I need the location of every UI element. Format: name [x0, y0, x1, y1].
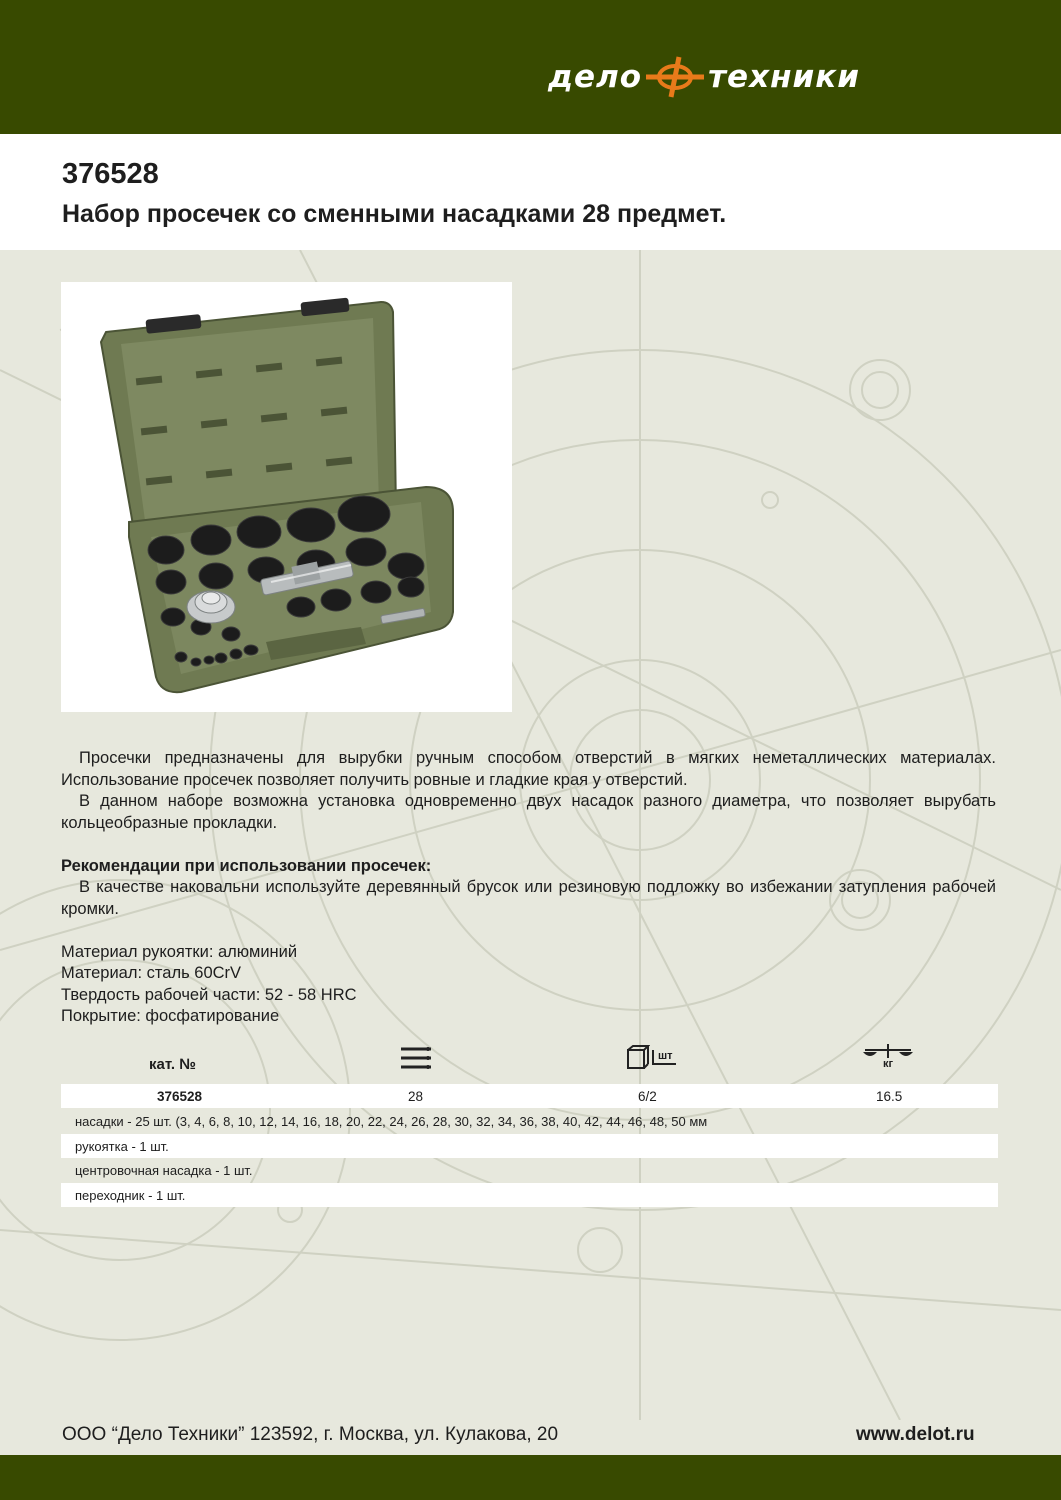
contents-row	[61, 1109, 998, 1133]
row-pack-qty: 6/2	[638, 1089, 657, 1104]
package-icon-group	[626, 1044, 676, 1070]
row-catalog-number: 376528	[157, 1089, 203, 1104]
description	[61, 748, 996, 1028]
spec-line: Покрытие: фосфатирование	[61, 1007, 280, 1025]
logo-cross-icon	[646, 55, 704, 99]
header-catalog-number: кат. №	[149, 1056, 196, 1073]
spec-line: Материал: сталь 60CrV	[61, 964, 242, 982]
items-count-icon	[399, 1044, 433, 1072]
contents-row	[61, 1183, 998, 1207]
kg-unit-label: кг	[882, 1058, 894, 1070]
weight-icon-group	[861, 1044, 915, 1070]
brand-logo[interactable]	[548, 52, 860, 102]
footer-bar	[0, 1455, 1061, 1500]
contents-item: переходник - 1 шт.	[75, 1188, 186, 1203]
contents-row	[61, 1158, 998, 1182]
contents-item: рукоятка - 1 шт.	[75, 1139, 169, 1154]
spec-line: Материал рукоятки: алюминий	[61, 942, 298, 961]
product-title: Набор просечек со сменными насадками 28 предмет.	[62, 200, 727, 228]
contents-row	[61, 1134, 998, 1158]
spec-table	[61, 1040, 998, 1203]
table-header	[61, 1040, 998, 1082]
header-bar	[0, 0, 1061, 134]
box-icon	[626, 1044, 650, 1070]
catalog-number: 376528	[62, 158, 159, 190]
description-paragraph-2: В данном наборе возможна установка одновременно двух насадок разного диаметра, что позволяет вырубать кольцеобразные прокладки.	[61, 792, 996, 832]
table-row	[61, 1084, 998, 1108]
tool-case-illustration	[61, 282, 512, 712]
scales-icon	[861, 1044, 915, 1058]
product-photo	[61, 282, 512, 712]
description-paragraph-1: Просечки предназначены для вырубки ручным способом отверстий в мягких неметаллических материалах. Использование просечек позволяет получить ровные и гладкие края у отверстий.	[61, 749, 996, 789]
recommendations-text: В качестве наковальни используйте деревянный брусок или резиновую подложку во избежании затупления рабочей кромки.	[61, 878, 996, 918]
pieces-unit-label: шт	[652, 1050, 676, 1065]
footer-address: ООО “Дело Техники” 123592, г. Москва, ул. Кулакова, 20	[62, 1424, 559, 1445]
spec-line: Твердость рабочей части: 52 - 58 HRC	[61, 985, 357, 1004]
contents-item: насадки - 25 шт. (3, 4, 6, 8, 10, 12, 14, 16, 18, 20, 22, 24, 26, 28, 30, 32, 34, 36, 38, 40, 42, 44, 46, 48, 50 мм	[75, 1114, 708, 1129]
footer-website-link[interactable]: www.delot.ru	[856, 1424, 975, 1445]
row-items-count: 28	[408, 1089, 424, 1104]
title-block	[0, 134, 1061, 250]
contents-item: центровочная насадка - 1 шт.	[75, 1163, 253, 1178]
logo-text-right: техники	[708, 59, 860, 95]
row-weight: 16.5	[876, 1089, 903, 1104]
logo-text-left: дело	[548, 59, 643, 95]
recommendations-heading: Рекомендации при использовании просечек:	[61, 856, 432, 875]
